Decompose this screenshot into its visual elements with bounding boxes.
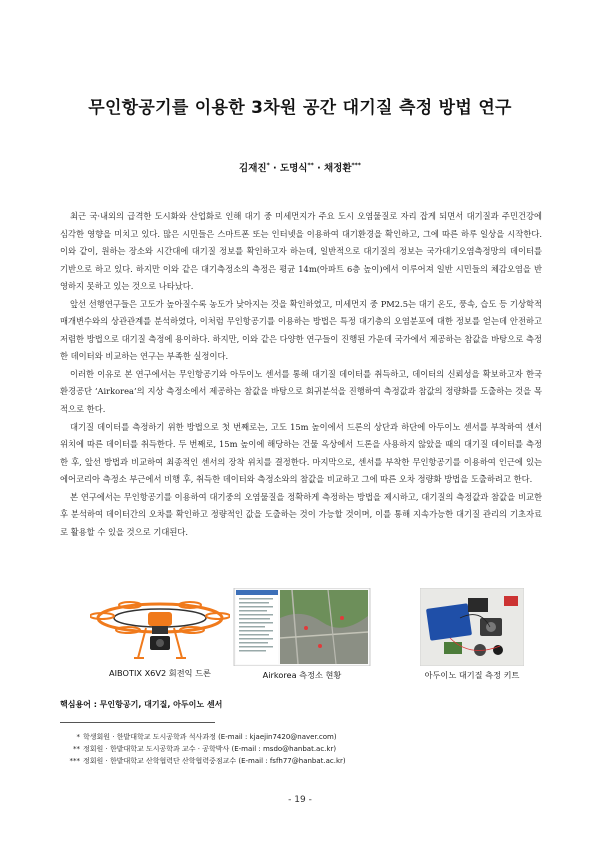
- footnote-mark: ***: [69, 757, 80, 765]
- paragraph: 대기질 데이터를 측정하기 위한 방법으로 첫 번째로는, 고도 15m 높이에서 드론의 상단과 하단에 아두이노 센서를 부착하여 센서 위치에 따른 데이터를 취득한다. 두 번째로, 15m 높이에 해당하는 건물 옥상에서 드론을 사용하지 않았을 때의 대기질 데이터를 측정한 후, 앞선 방법과 비교하여 최종적인 센서의 장착 위치를 결정한다. 마지막으로, 센서를 부착한 무인항공기를 이용하여 인근에 있는 에어코리아 측정소 부근에서 비행 후, 취득한 데이터와 측정소와의 참값을 비교하고 그에 따른 오차 정량화 방법을 도출하려고 한다.: [60, 421, 542, 485]
- footnote-text: 정회원 · 한밭대학교 산학협력단 산학협력중점교수 (E-mail : fsfh77@hanbat.ac.kr): [83, 757, 346, 765]
- author-mark: **: [307, 161, 314, 169]
- author-name: 채정환: [324, 163, 352, 174]
- airkorea-map-image: [232, 588, 372, 666]
- drone-image: [90, 588, 230, 664]
- arduino-kit-image: [420, 588, 524, 666]
- footnotes: [66, 731, 346, 767]
- paragraph: 앞선 선행연구들은 고도가 높아질수록 농도가 낮아지는 것을 확인하였고, 미세먼지 중 PM2.5는 대기 온도, 풍속, 습도 등 기상학적 매개변수와의 상관관계를 분석하였다, 이처럼 무인항공기를 이용하는 방법은 특정 대기층의 오염분포에 대한 정보를 얻는데 안전하고 저렴한 방법으로 대기질 측정에 용이하다. 하지만, 이와 같은 다양한 연구들이 진행된 가운데 국가에서 제공하는 참값을 바탕으로 측정한 데이터와 비교하는 연구는 부족한 실정이다.: [60, 298, 542, 362]
- figure-caption: Airkorea 측정소 현황: [262, 670, 342, 680]
- paragraph: 이러한 이유로 본 연구에서는 무인항공기와 아두이노 센서를 통해 대기질 데이터를 취득하고, 데이터의 신뢰성을 확보하고자 한국환경공단 ‘Airkorea’의 지상 측정소에서 제공하는 참값을 바탕으로 회귀분석을 진행하여 측정값과 참값의 정량화를 도출하는 것을 목적으로 한다.: [60, 368, 542, 415]
- abstract-body: [60, 208, 542, 541]
- keywords: 핵심용어 : 무인항공기, 대기질, 아두이노 센서: [60, 700, 223, 709]
- footnote-mark: **: [73, 745, 80, 753]
- figure-arduino: [402, 588, 542, 681]
- footnote-text: 정회원 · 한밭대학교 도시공학과 교수 · 공학박사 (E-mail : msdo@hanbat.ac.kr): [83, 745, 337, 753]
- author-separator: ·: [313, 163, 324, 174]
- footnote-divider: [60, 722, 215, 723]
- author-name: 도명식: [279, 163, 308, 174]
- paper-title: 무인항공기를 이용한 3차원 공간 대기질 측정 방법 연구: [88, 98, 512, 118]
- footnote-mark: *: [76, 733, 80, 741]
- paragraph: 최근 국·내외의 급격한 도시화와 산업화로 인해 대기 중 미세먼지가 주요 도시 오염물질로 자리 잡게 되면서 대기질과 주민건강에 심각한 영향을 미치고 있다. 많은 시민들은 스마트폰 또는 인터넷을 이용하여 대기환경을 확인하고, 그에 따른 하루 일상을 시작한다. 이와 같이, 원하는 장소와 시간대에 대기질 정보를 확인하고자 하는데, 일반적으로 대기질의 정보는 국가대기오염측정망의 데이터를 기반으로 하고 있다. 하지만 이와 같은 대기측정소의 측정은 평균 14m(아파트 6층 높이)에서 이루어져 일반 시민들의 체감오염을 반영하지 못하고 있는 것으로 나타났다.: [60, 211, 542, 292]
- footnote: [66, 755, 346, 767]
- author-separator: ·: [269, 163, 280, 174]
- footnote: [66, 743, 346, 755]
- author-name: 김재진: [239, 163, 267, 174]
- author-mark: ***: [351, 161, 361, 169]
- figure-row: [60, 588, 542, 684]
- author-mark: *: [266, 161, 270, 169]
- figure-caption: 아두이노 대기질 측정 키트: [424, 670, 520, 680]
- figure-airkorea: [232, 588, 372, 681]
- paragraph: 본 연구에서는 무인항공기를 이용하여 대기중의 오염물질을 정확하게 측정하는 방법을 제시하고, 대기질의 측정값과 참값을 비교한 후 분석하여 데이터간의 오차를 확인하고 정량적인 값을 도출하는 것이 가능할 것이며, 이를 통해 지속가능한 대기질 관리의 기초자료로 활용할 수 있을 것으로 기대된다.: [60, 491, 542, 537]
- footnote-text: 학생회원 · 한밭대학교 도시공학과 석사과정 (E-mail : kjaejin7420@naver.com): [83, 733, 337, 741]
- figure-drone: [90, 588, 230, 679]
- page-number: - 19 -: [288, 795, 312, 805]
- figure-caption: AIBOTIX X6V2 회전익 드론: [109, 668, 211, 678]
- footnote: [66, 731, 346, 743]
- author-line: [0, 160, 600, 174]
